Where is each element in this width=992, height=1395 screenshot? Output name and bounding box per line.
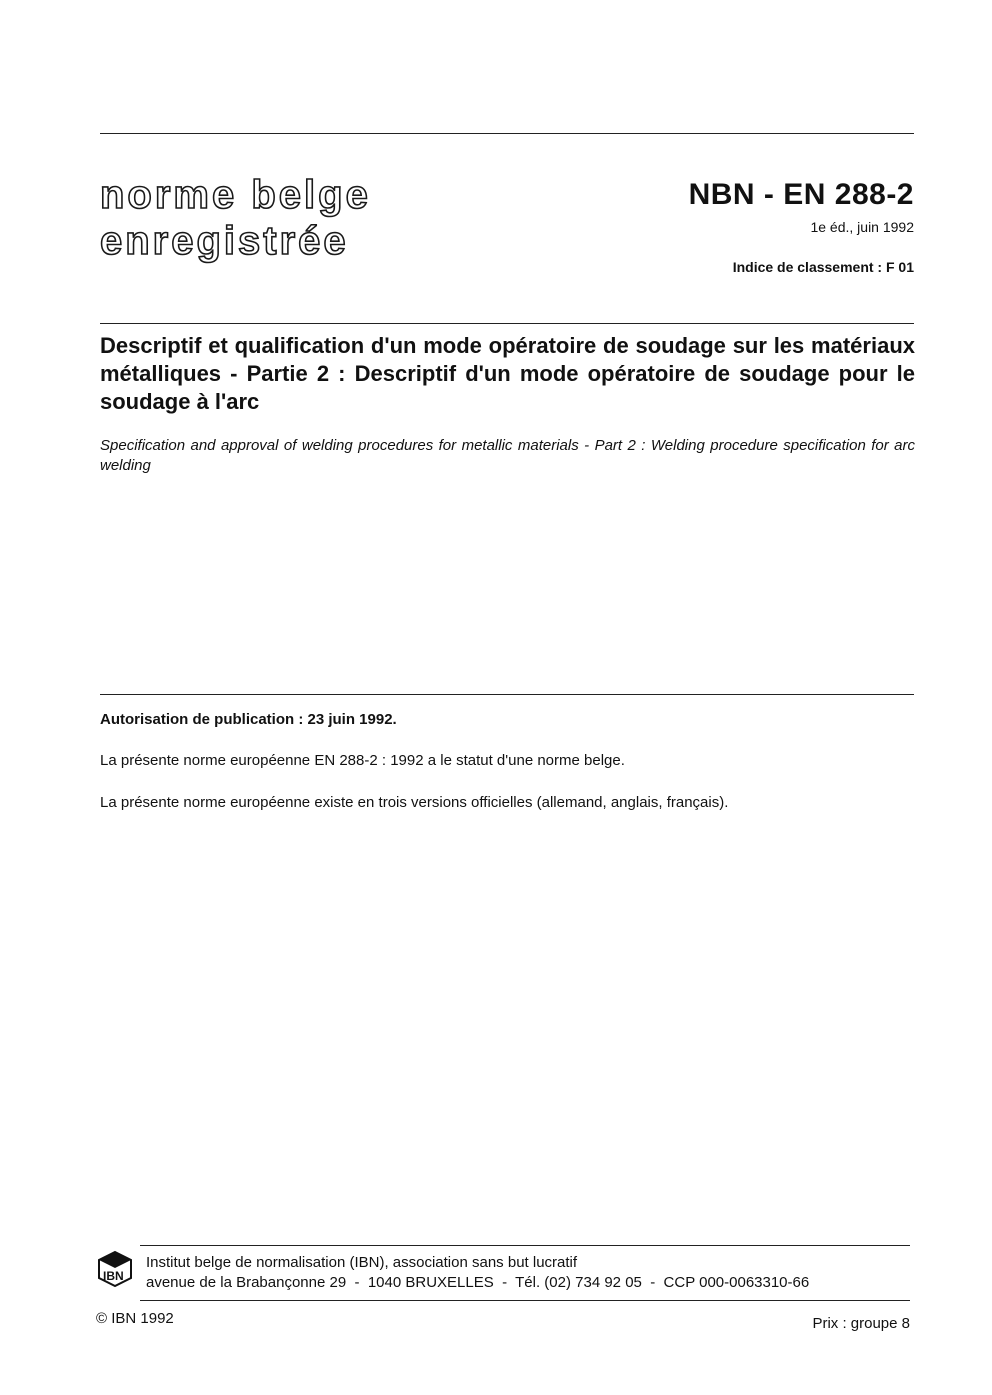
price-group: Prix : groupe 8 — [812, 1315, 910, 1332]
standard-number: NBN - EN 288-2 — [688, 178, 914, 211]
footer-top-rule — [140, 1245, 910, 1246]
classification-index: Indice de classement : F 01 — [732, 259, 914, 275]
french-title: Descriptif et qualification d'un mode opératoire de soudage sur les matériaux métalliques - Partie 2 : Descriptif d'un mode opératoire de soudage pour le soudage à l'arc — [100, 333, 915, 414]
footer-bottom-rule — [140, 1300, 910, 1301]
body-top-rule — [100, 694, 914, 695]
copyright: © IBN 1992 — [96, 1310, 174, 1327]
status-paragraph: La présente norme européenne EN 288-2 : 1992 a le statut d'une norme belge. — [100, 752, 625, 769]
svg-text:IBN: IBN — [103, 1269, 124, 1283]
versions-paragraph: La présente norme européenne existe en trois versions officielles (allemand, anglais, français). — [100, 794, 729, 811]
top-rule — [100, 133, 914, 134]
registered-standard-line2: enregistrée — [100, 219, 349, 263]
publication-authorization: Autorisation de publication : 23 juin 1992. — [100, 711, 397, 728]
title-top-rule — [100, 323, 914, 324]
address-line: avenue de la Brabançonne 29 - 1040 BRUXELLES - Tél. (02) 734 92 05 - CCP 000-0063310-66 — [146, 1274, 810, 1291]
registered-standard-line1: norme belge — [100, 173, 371, 217]
edition-date: 1e éd., juin 1992 — [810, 219, 914, 235]
institute-line: Institut belge de normalisation (IBN), association sans but lucratif — [146, 1254, 578, 1271]
ibn-logo-icon — [96, 1250, 134, 1288]
english-title: Specification and approval of welding procedures for metallic materials - Part 2 : Welding procedure specification for arc welding — [100, 437, 915, 474]
